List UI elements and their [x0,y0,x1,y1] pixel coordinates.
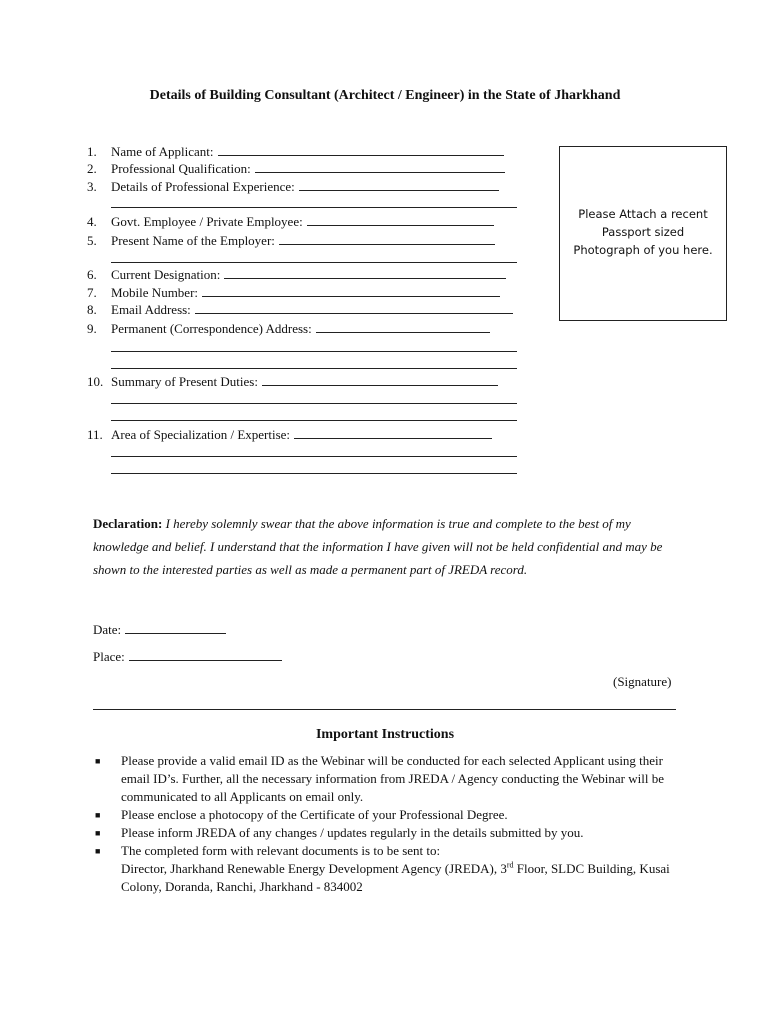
field-permanent-address [87,320,490,337]
blank-line[interactable] [255,160,505,173]
passport-photo-box[interactable] [559,146,727,321]
field-label: Govt. Employee / Private Employee: [111,214,303,229]
field-professional-qualification [87,160,505,177]
continuation-line[interactable] [111,351,517,352]
place-label: Place: [93,649,125,664]
instruction-text: The completed form with relevant documents is to be sent to: [121,843,441,858]
blank-line[interactable] [294,426,492,439]
field-current-designation [87,266,506,283]
instruction-item [93,842,683,860]
continuation-line[interactable] [111,262,517,263]
field-label: Current Designation: [111,267,221,282]
field-name-of-applicant [87,143,504,160]
square-bullet-icon: ■ [95,810,101,820]
place-field [93,648,282,665]
instruction-text: Please enclose a photocopy of the Certificate of your Professional Degree. [121,807,508,822]
instruction-item [93,752,683,806]
field-number: 3. [87,179,97,194]
field-number: 4. [87,214,97,229]
place-blank-line[interactable] [129,648,282,661]
instructions-title: Important Instructions [315,727,455,742]
field-label: Email Address: [111,302,191,317]
field-number: 8. [87,302,97,317]
continuation-line[interactable] [111,473,517,474]
field-number: 11. [87,427,103,442]
field-label: Summary of Present Duties: [111,374,258,389]
continuation-line[interactable] [111,368,517,369]
square-bullet-icon: ■ [95,828,101,838]
square-bullet-icon: ■ [95,846,101,856]
address-text: Director, Jharkhand Renewable Energy Development Agency (JREDA), 3 [121,861,507,876]
instruction-text: Please provide a valid email ID as the Webinar will be conducted for each selected Applicant using their email ID’s. Further, all the necessary information from JREDA / Agency conducting the Webinar will be communicated to all Applicants on email only. [121,753,664,804]
field-employer-name [87,232,495,249]
signature-label: (Signature) [613,674,672,689]
field-label: Name of Applicant: [111,144,214,159]
continuation-line[interactable] [111,403,517,404]
blank-line[interactable] [202,284,500,297]
continuation-line[interactable] [111,207,517,208]
square-bullet-icon: ■ [95,756,101,766]
field-employee-type [87,213,494,230]
field-number: 10. [87,374,104,389]
field-number: 2. [87,161,97,176]
instruction-text: Please inform JREDA of any changes / updates regularly in the details submitted by you. [121,825,584,840]
field-mobile-number [87,284,500,301]
blank-line[interactable] [316,320,490,333]
field-summary-of-duties [87,373,498,390]
field-number: 5. [87,233,97,248]
declaration-text: I hereby solemnly swear that the above information is true and complete to the best of my knowledge and belief. I understand that the information I have given will not be held confidential and may be shown to the interested parties as well as made a permanent part of JREDA record. [93,516,663,577]
field-label: Mobile Number: [111,285,199,300]
blank-line[interactable] [195,301,513,314]
field-number: 9. [87,321,97,336]
blank-line[interactable] [224,266,506,279]
photo-text-line: Photograph of you here. [573,243,713,257]
date-blank-line[interactable] [125,621,226,634]
instruction-item [93,806,683,824]
field-number: 6. [87,267,97,282]
page-title: Details of Building Consultant (Architect / Engineer) in the State of Jharkhand [149,88,621,103]
field-area-of-specialization [87,426,492,443]
declaration-label: Declaration: [93,516,163,531]
address-text-rest: Floor, SLDC Building, Kusai Colony, Doranda, Ranchi, Jharkhand - 834002 [121,861,670,894]
section-divider [93,709,676,710]
field-label: Area of Specialization / Expertise: [111,427,291,442]
continuation-line[interactable] [111,420,517,421]
address-superscript: rd [506,860,514,870]
blank-line[interactable] [218,143,504,156]
field-number: 7. [87,285,97,300]
instructions-list [93,752,683,896]
instruction-address [93,860,683,896]
field-label: Professional Qualification: [111,161,251,176]
field-label: Present Name of the Employer: [111,233,275,248]
date-label: Date: [93,622,122,637]
blank-line[interactable] [262,373,498,386]
date-field [93,621,226,638]
blank-line[interactable] [299,178,499,191]
field-label: Permanent (Correspondence) Address: [111,321,312,336]
instruction-item [93,824,683,842]
blank-line[interactable] [307,213,494,226]
declaration [93,512,683,581]
blank-line[interactable] [279,232,495,245]
field-label: Details of Professional Experience: [111,179,295,194]
continuation-line[interactable] [111,456,517,457]
photo-text-line: Please Attach a recent [578,207,708,221]
photo-instruction [560,205,726,259]
field-professional-experience [87,178,499,195]
photo-text-line: Passport sized [601,225,685,239]
field-email-address [87,301,513,318]
field-number: 1. [87,144,97,159]
